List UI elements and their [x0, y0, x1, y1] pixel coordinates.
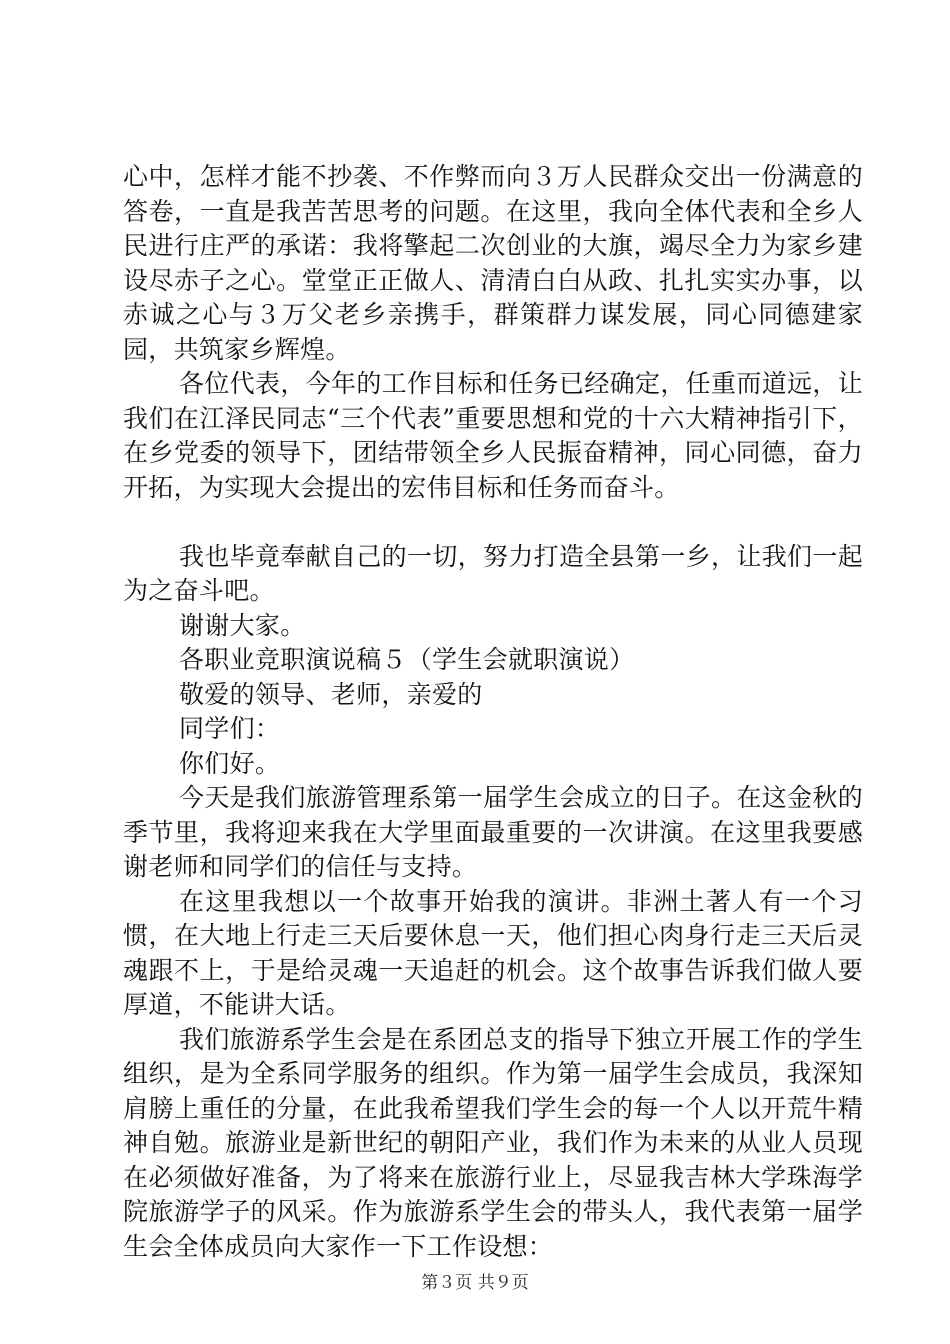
salutation-line-2: 同学们：	[179, 714, 281, 743]
document-body	[123, 160, 863, 1264]
section-heading: 各职业竞职演说稿５（学生会就职演说）	[179, 645, 635, 674]
paragraph-2: 各位代表，今年的工作目标和任务已经确定，任重而道远，让我们在江泽民同志“三个代表”重要思想和党的十六大精神指引下，在乡党委的领导下，团结带领全乡人民振奋精神，同心同德，奋力开拓，为实现大会提出的宏伟目标和任务而奋斗。	[123, 369, 863, 502]
salutation-line-1: 敬爱的领导、老师，亲爱的	[179, 679, 483, 709]
paragraph-4: 谢谢大家。	[179, 610, 306, 640]
paragraph-6: 在这里我想以一个故事开始我的演讲。非洲土著人有一个习惯，在大地上行走三天后要休息一天，他们担心肉身行走三天后灵魂跟不上，于是给灵魂一天追赶的机会。这个故事告诉我们做人要厚道，不能讲大话。	[123, 886, 863, 1019]
paragraph-7: 我们旅游系学生会是在系团总支的指导下独立开展工作的学生组织，是为全系同学服务的组织。作为第一届学生会成员，我深知肩膀上重任的分量，在此我希望我们学生会的每一个人以开荒牛精神自勉。旅游业是新世纪的朝阳产业，我们作为未来的从业人员现在必须做好准备，为了将来在旅游行业上，尽显我吉林大学珠海学院旅游学子的风采。作为旅游系学生会的带头人，我代表第一届学生会全体成员向大家作一下工作设想：	[123, 1024, 863, 1261]
paragraph-5: 今天是我们旅游管理系第一届学生会成立的日子。在这金秋的季节里，我将迎来我在大学里面最重要的一次讲演。在这里我要感谢老师和同学们的信任与支持。	[123, 783, 863, 881]
greeting: 你们好。	[179, 748, 281, 778]
paragraph-3: 我也毕竟奉献自己的一切，努力打造全县第一乡，让我们一起为之奋斗吧。	[123, 541, 863, 605]
paragraph-spacer	[123, 505, 863, 540]
page-footer: 第３页 共９页	[421, 1273, 529, 1293]
paragraph-1: 心中，怎样才能不抄袭、不作弊而向３万人民群众交出一份满意的答卷，一直是我苦苦思考的问题。在这里，我向全体代表和全乡人民进行庄严的承诺：我将擎起二次创业的大旗，竭尽全力为家乡建设尽赤子之心。堂堂正正做人、清清白白从政、扎扎实实办事，以赤诚之心与３万父老乡亲携手，群策群力谋发展，同心同德建家园，共筑家乡辉煌。	[123, 162, 863, 364]
